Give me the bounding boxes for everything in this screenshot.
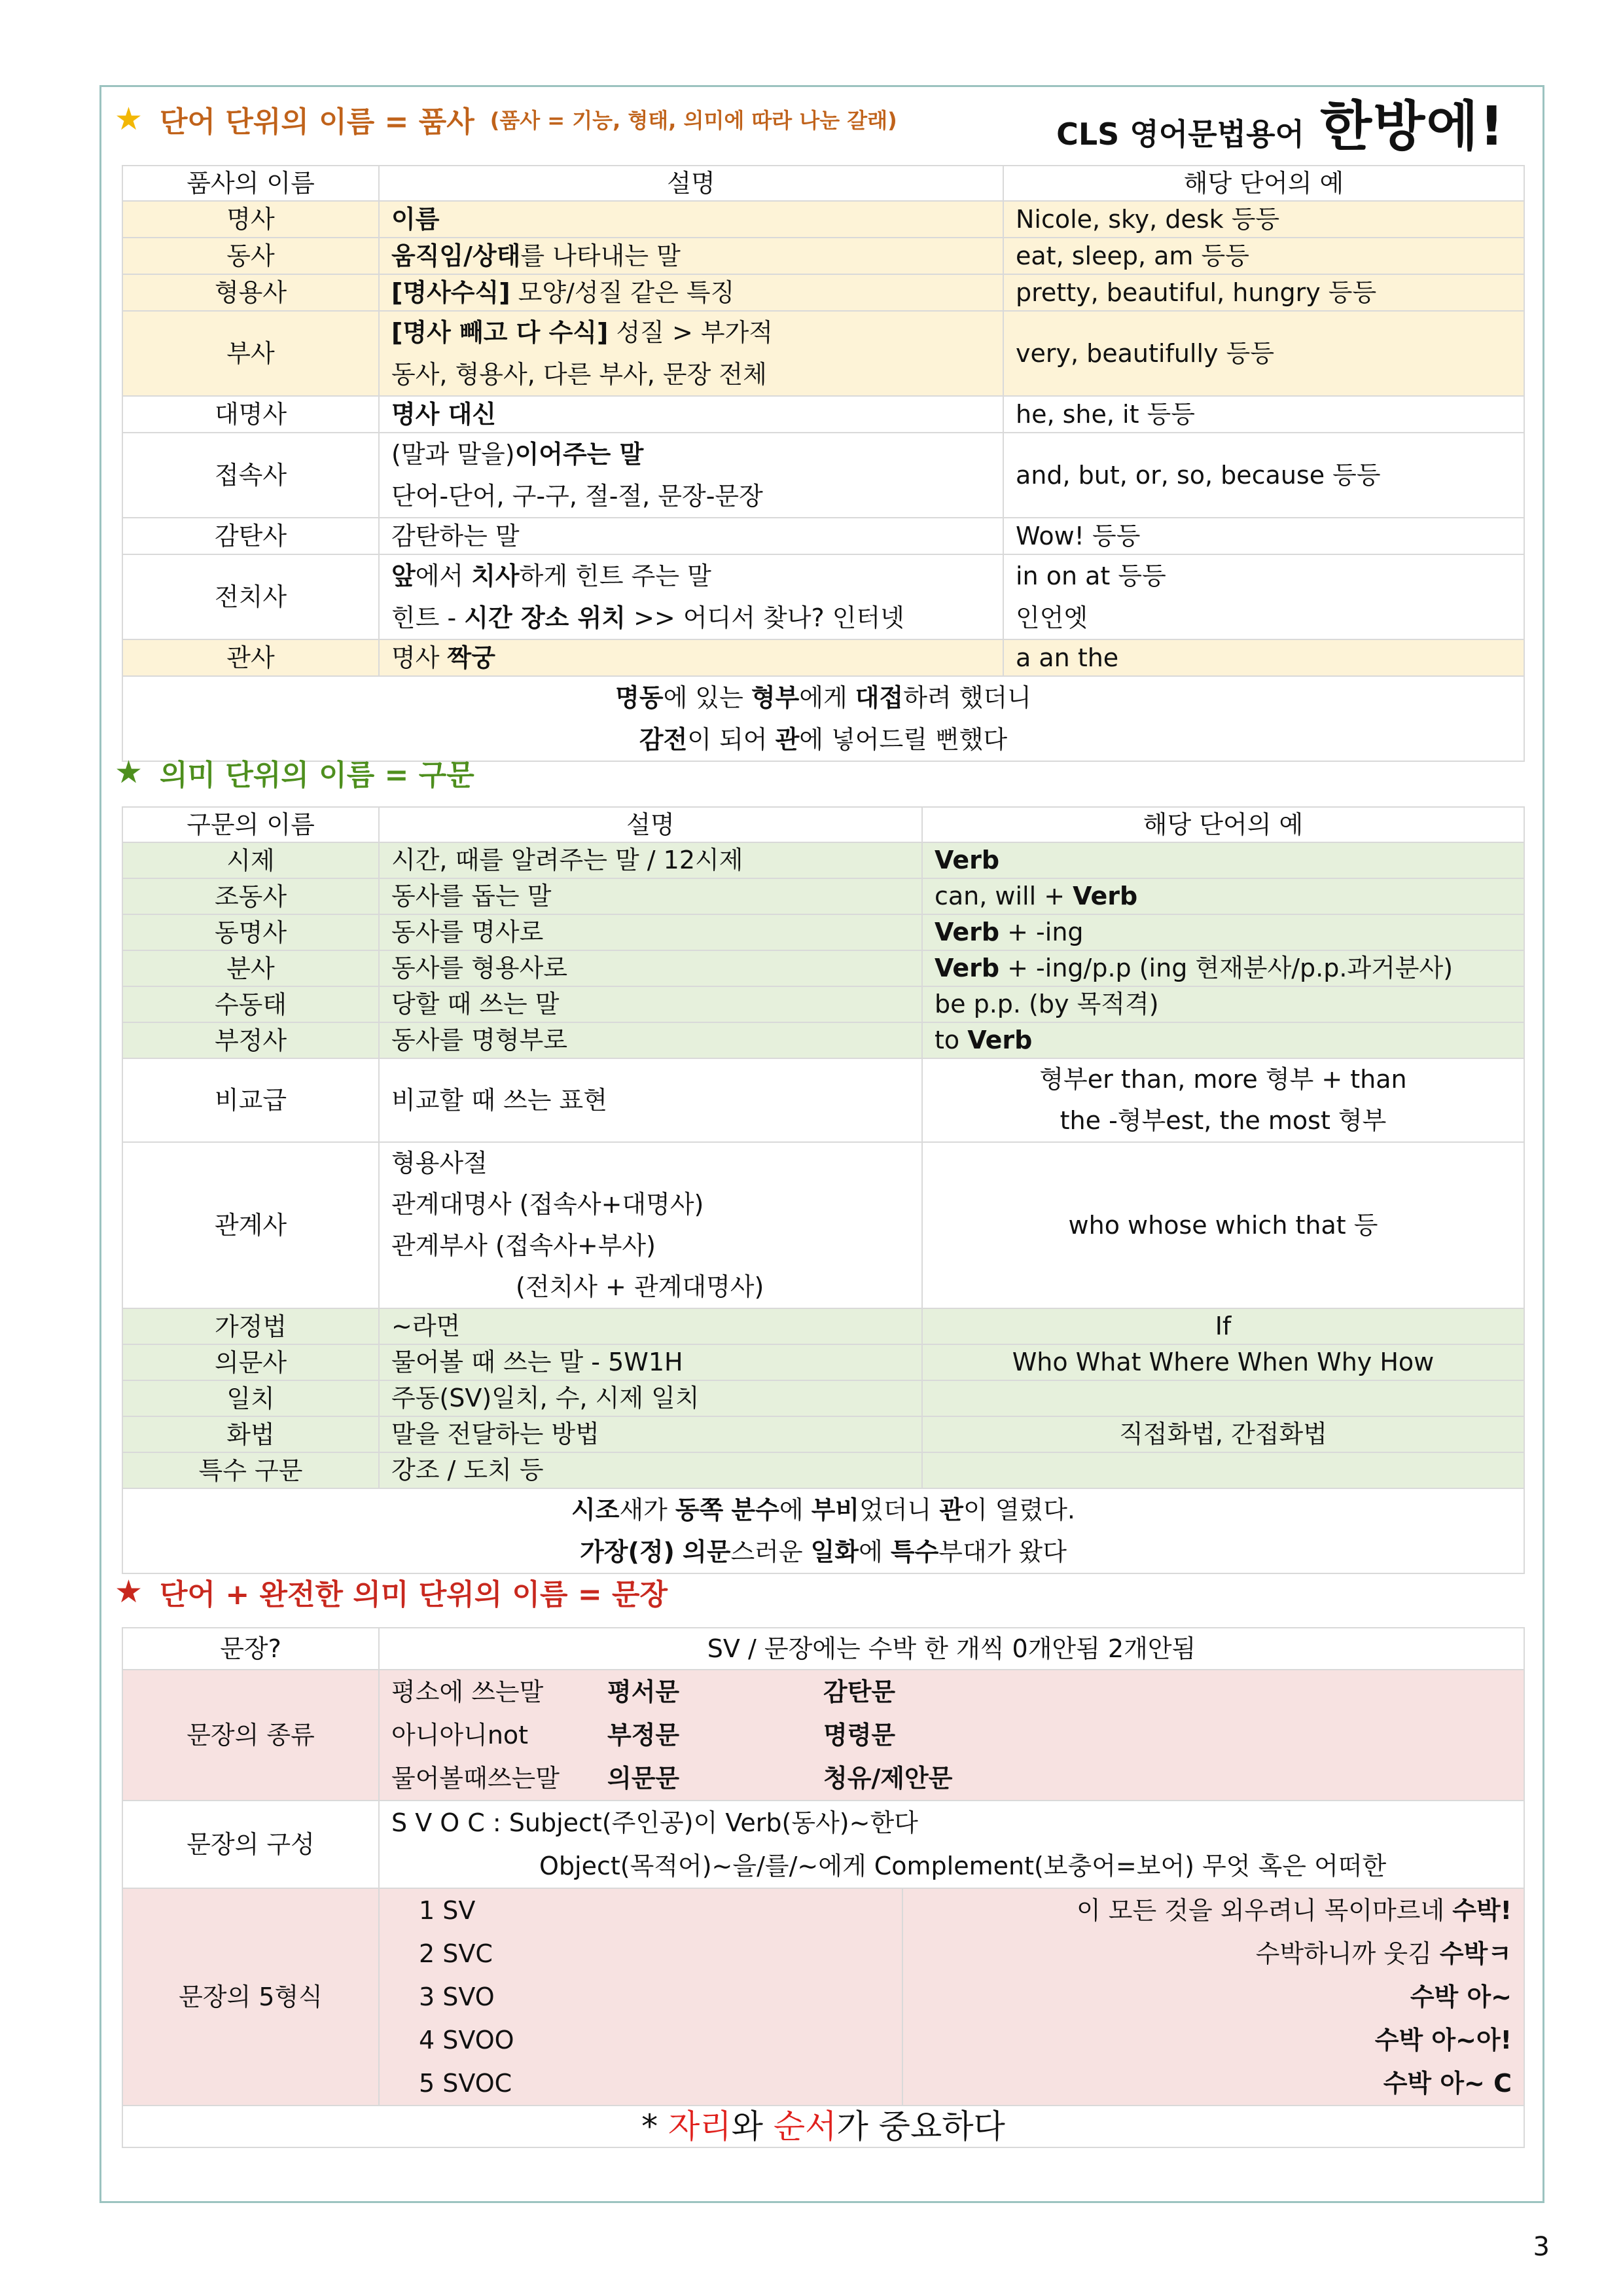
desc-line: [명사수식] 모양/성질 같은 특징 [391,278,735,307]
pos-name: 접속사 [122,433,379,518]
pos-name: 부사 [122,311,379,396]
phrase-desc [379,1380,922,1416]
phrase-name: 조동사 [122,878,379,914]
example-line: the -형부est, the most 형부 [1060,1106,1387,1135]
desc-line: 비교할 때 쓰는 표현 [391,1085,607,1115]
sentence-table [122,1627,1525,2148]
sentence-type-cell: 감탄문 [823,1677,896,1706]
final-note [122,2106,1524,2147]
desc-line: 동사를 돕는 말 [391,882,552,910]
example-line: 인언엣 [1016,603,1088,632]
example-line: If [1215,1312,1232,1340]
section3-title-text: 단어 + 완전한 의미 단위의 이름 = 문장 [160,1578,668,1611]
phrase-example [922,878,1524,914]
example-line: to Verb [935,1026,1033,1054]
sentence-type-cell: 명령문 [823,1721,896,1749]
page-number: 3 [1533,2232,1550,2262]
pos-name: 대명사 [122,396,379,433]
phrase-name: 분사 [122,950,379,986]
form-note [915,1889,1512,1932]
desc-line: 동사, 형용사, 다른 부사, 문장 전체 [391,360,767,389]
note-text: 이 모든 것을 외우려니 목이마르네 [1076,1896,1453,1925]
phrase-example [922,1022,1524,1058]
phrase-desc [379,914,922,950]
row-label: 문장? [122,1628,379,1670]
structure-desc [379,1801,1524,1888]
phrase-desc [379,950,922,986]
table-header: 설명 [379,807,922,842]
phrase-name: 특수 구문 [122,1452,379,1488]
section1-title [115,98,897,140]
desc-line: (말과 말을)이어주는 말 [391,440,644,469]
section1-title-text: 단어 단위의 이름 = 품사 [160,105,474,139]
form-note [915,1975,1512,2018]
pos-desc [379,274,1003,311]
phrase-example [922,1416,1524,1452]
phrase-example [922,986,1524,1022]
phrase-example [922,842,1524,878]
pos-example [1003,274,1524,311]
mnemonic-line: 명동에 있는 형부에게 대접하려 했더니 [615,683,1031,712]
pos-desc [379,311,1003,396]
sentence-types [379,1670,1524,1801]
sentence-type-cell: 평소에 쓰는말 [391,1677,544,1706]
example-line [935,1453,1512,1488]
mnemonic [122,1488,1524,1573]
sentence-form: 5 SVOC [419,2069,512,2098]
sentence-type-cell: 평서문 [607,1677,680,1706]
row-label: 문장의 종류 [122,1670,379,1801]
phrase-example [922,1142,1524,1308]
example-line: Wow! 등등 [1016,522,1141,550]
desc-line: 명사 대신 [391,400,497,429]
example-line: Verb + -ing/p.p (ing 현재분사/p.p.과거분사) [935,954,1454,982]
pos-name: 동사 [122,238,379,274]
sentence-type-cell: 아니아니not [391,1721,529,1749]
final-text: 가 중요하다 [836,2108,1005,2145]
desc-line: 명사 짝궁 [391,643,495,672]
desc-line: 시간, 때를 알려주는 말 / 12시제 [391,846,743,874]
phrase-example [922,1344,1524,1380]
star-icon: ★ [115,1573,143,1610]
example-line: in on at 등등 [1016,562,1166,590]
example-line: be p.p. (by 목적격) [935,990,1159,1018]
phrase-example [922,1452,1524,1488]
example-line: pretty, beautiful, hungry 등등 [1016,278,1377,307]
pos-name: 감탄사 [122,518,379,554]
highlight-word: 순서 [773,2108,837,2145]
highlight-word: 자리 [668,2108,732,2145]
phrase-desc [379,1344,922,1380]
phrase-name: 화법 [122,1416,379,1452]
phrase-example [922,1380,1524,1416]
example-line: Nicole, sky, desk 등등 [1016,205,1280,234]
mnemonic-line: 시조새가 동쪽 분수에 부비었더니 관이 열렸다. [571,1496,1075,1524]
desc-line: 이름 [391,205,440,234]
example-line: eat, sleep, am 등등 [1016,242,1249,270]
mnemonic-line: 감전이 되어 관에 넣어드릴 뻔했다 [639,725,1008,754]
phrase-desc [379,1308,922,1344]
example-line: can, will + Verb [935,882,1138,910]
table-header: 구문의 이름 [122,807,379,842]
pos-desc [379,238,1003,274]
phrase-desc [379,1452,922,1488]
note-text: 수박하니까 웃김 [1255,1939,1440,1968]
sentence-type-cell: 청유/제안문 [823,1764,953,1793]
desc-line: 동사를 명사로 [391,918,544,946]
parts-of-speech-table [122,165,1525,762]
phrase-name: 비교급 [122,1058,379,1142]
desc-line: 관계부사 (접속사+부사) [391,1231,656,1260]
example-line: Verb + -ing [935,918,1084,946]
desc-line: (전치사 + 관계대명사) [516,1272,764,1301]
phrase-desc [379,1142,922,1308]
note-bold: 수박 아~ C [1383,2069,1512,2098]
form-note [915,2062,1512,2105]
pos-desc [379,433,1003,518]
desc-line: 당할 때 쓰는 말 [391,990,560,1018]
pos-desc [379,396,1003,433]
pos-name: 명사 [122,201,379,238]
phrase-name: 동명사 [122,914,379,950]
section1-subtitle: (품사 = 기능, 형태, 의미에 따라 나눈 갈래) [490,108,897,133]
desc-line: 앞에서 치사하게 힌트 주는 말 [391,562,711,590]
pos-example [1003,639,1524,676]
row-label: 문장의 구성 [122,1801,379,1888]
phrase-example [922,1308,1524,1344]
note-bold: 수박 아~아! [1374,2026,1512,2054]
desc-line: 움직임/상태를 나타내는 말 [391,242,681,270]
phrase-desc [379,878,922,914]
phrase-name: 시제 [122,842,379,878]
phrase-name: 의문사 [122,1344,379,1380]
phrase-name: 관계사 [122,1142,379,1308]
example-line: very, beautifully 등등 [1016,339,1275,368]
desc-line: 주동(SV)일치, 수, 시제 일치 [391,1384,700,1412]
mnemonic-line: 가장(정) 의문스러운 일화에 특수부대가 왔다 [580,1537,1067,1566]
sentence-type-cell: 부정문 [607,1721,680,1749]
star-icon: ★ [115,754,143,791]
five-forms [379,1888,902,2106]
phrase-example [922,950,1524,986]
desc-line: 물어볼 때 쓰는 말 - 5W1H [391,1348,683,1376]
sentence-type-cell: 물어볼때쓰는말 [391,1764,560,1793]
example-line: 형부er than, more 형부 + than [1039,1065,1407,1094]
desc-line: 말을 전달하는 방법 [391,1420,599,1448]
pos-desc [379,518,1003,554]
desc-line: 단어-단어, 구-구, 절-절, 문장-문장 [391,482,763,511]
phrase-name: 수동태 [122,986,379,1022]
pos-name: 형용사 [122,274,379,311]
phrase-desc [379,1416,922,1452]
desc-line: [명사 빼고 다 수식] 성질 > 부가적 [391,318,774,347]
note-bold: 수박! [1452,1896,1512,1925]
phrase-desc [379,986,922,1022]
pos-example [1003,433,1524,518]
pos-name: 전치사 [122,554,379,639]
example-line [935,1381,1512,1416]
row-label: 문장의 5형식 [122,1888,379,2106]
pos-desc [379,639,1003,676]
phrase-name: 일치 [122,1380,379,1416]
pos-example [1003,518,1524,554]
note-bold: 수박 아~ [1410,1982,1512,2011]
phrase-desc [379,1058,922,1142]
pos-example [1003,396,1524,433]
section3-title [115,1571,668,1613]
pos-example [1003,311,1524,396]
desc-line: 동사를 명형부로 [391,1026,568,1054]
brand-big: 한방에! [1319,96,1505,158]
structure-line: Object(목적어)~을/를/~에게 Complement(보충어=보어) 무엇 혹은 어떠한 [539,1852,1387,1880]
sentence-type-cell: 의문문 [607,1764,680,1793]
form-note [915,2018,1512,2062]
phrase-example [922,1058,1524,1142]
asterisk: * [641,2108,658,2145]
example-line: and, but, or, so, because 등등 [1016,461,1381,490]
example-line: he, she, it 등등 [1016,400,1195,429]
section2-title [115,751,474,793]
desc-line: 힌트 - 시간 장소 위치 >> 어디서 찾나? 인터넷 [391,603,904,632]
structure-line: S V O C : Subject(주인공)이 Verb(동사)~한다 [391,1808,918,1837]
star-icon: ★ [115,101,143,137]
mnemonic [122,676,1524,761]
row-desc: SV / 문장에는 수박 한 개씩 0개안됨 2개안됨 [379,1628,1524,1670]
sentence-form: 3 SVO [419,1982,495,2011]
desc-line: 강조 / 도치 등 [391,1456,544,1484]
sentence-form: 2 SVC [419,1939,493,1968]
desc-line: 형용사절 [391,1149,488,1177]
note-bold: 수박ㅋ [1439,1939,1512,1968]
table-header: 해당 단어의 예 [1003,166,1524,201]
brand-small: CLS 영어문법용어 [1056,117,1304,152]
sentence-form: 1 SV [419,1896,476,1925]
phrases-table [122,806,1525,1574]
table-header: 품사의 이름 [122,166,379,201]
pos-example [1003,238,1524,274]
section2-title-text: 의미 단위의 이름 = 구문 [160,759,474,792]
final-text: 와 [731,2108,774,2145]
phrase-name: 부정사 [122,1022,379,1058]
desc-line: ~라면 [391,1312,461,1340]
table-header: 설명 [379,166,1003,201]
pos-desc [379,554,1003,639]
example-line: 직접화법, 간접화법 [1119,1420,1327,1448]
pos-name: 관사 [122,639,379,676]
example-line: Verb [935,846,1000,874]
example-line: who whose which that 등 [1068,1210,1378,1240]
pos-example [1003,201,1524,238]
brand [1056,84,1505,160]
phrase-name: 가정법 [122,1308,379,1344]
sentence-form: 4 SVOO [419,2026,514,2054]
desc-line: 감탄하는 말 [391,522,520,550]
desc-line: 관계대명사 (접속사+대명사) [391,1190,704,1219]
pos-desc [379,201,1003,238]
phrase-example [922,914,1524,950]
pos-example [1003,554,1524,639]
example-line: a an the [1016,643,1119,672]
table-header: 해당 단어의 예 [922,807,1524,842]
five-forms-notes [902,1888,1524,2106]
phrase-desc [379,842,922,878]
form-note [915,1932,1512,1975]
example-line: Who What Where When Why How [1012,1348,1435,1376]
phrase-desc [379,1022,922,1058]
desc-line: 동사를 형용사로 [391,954,568,982]
